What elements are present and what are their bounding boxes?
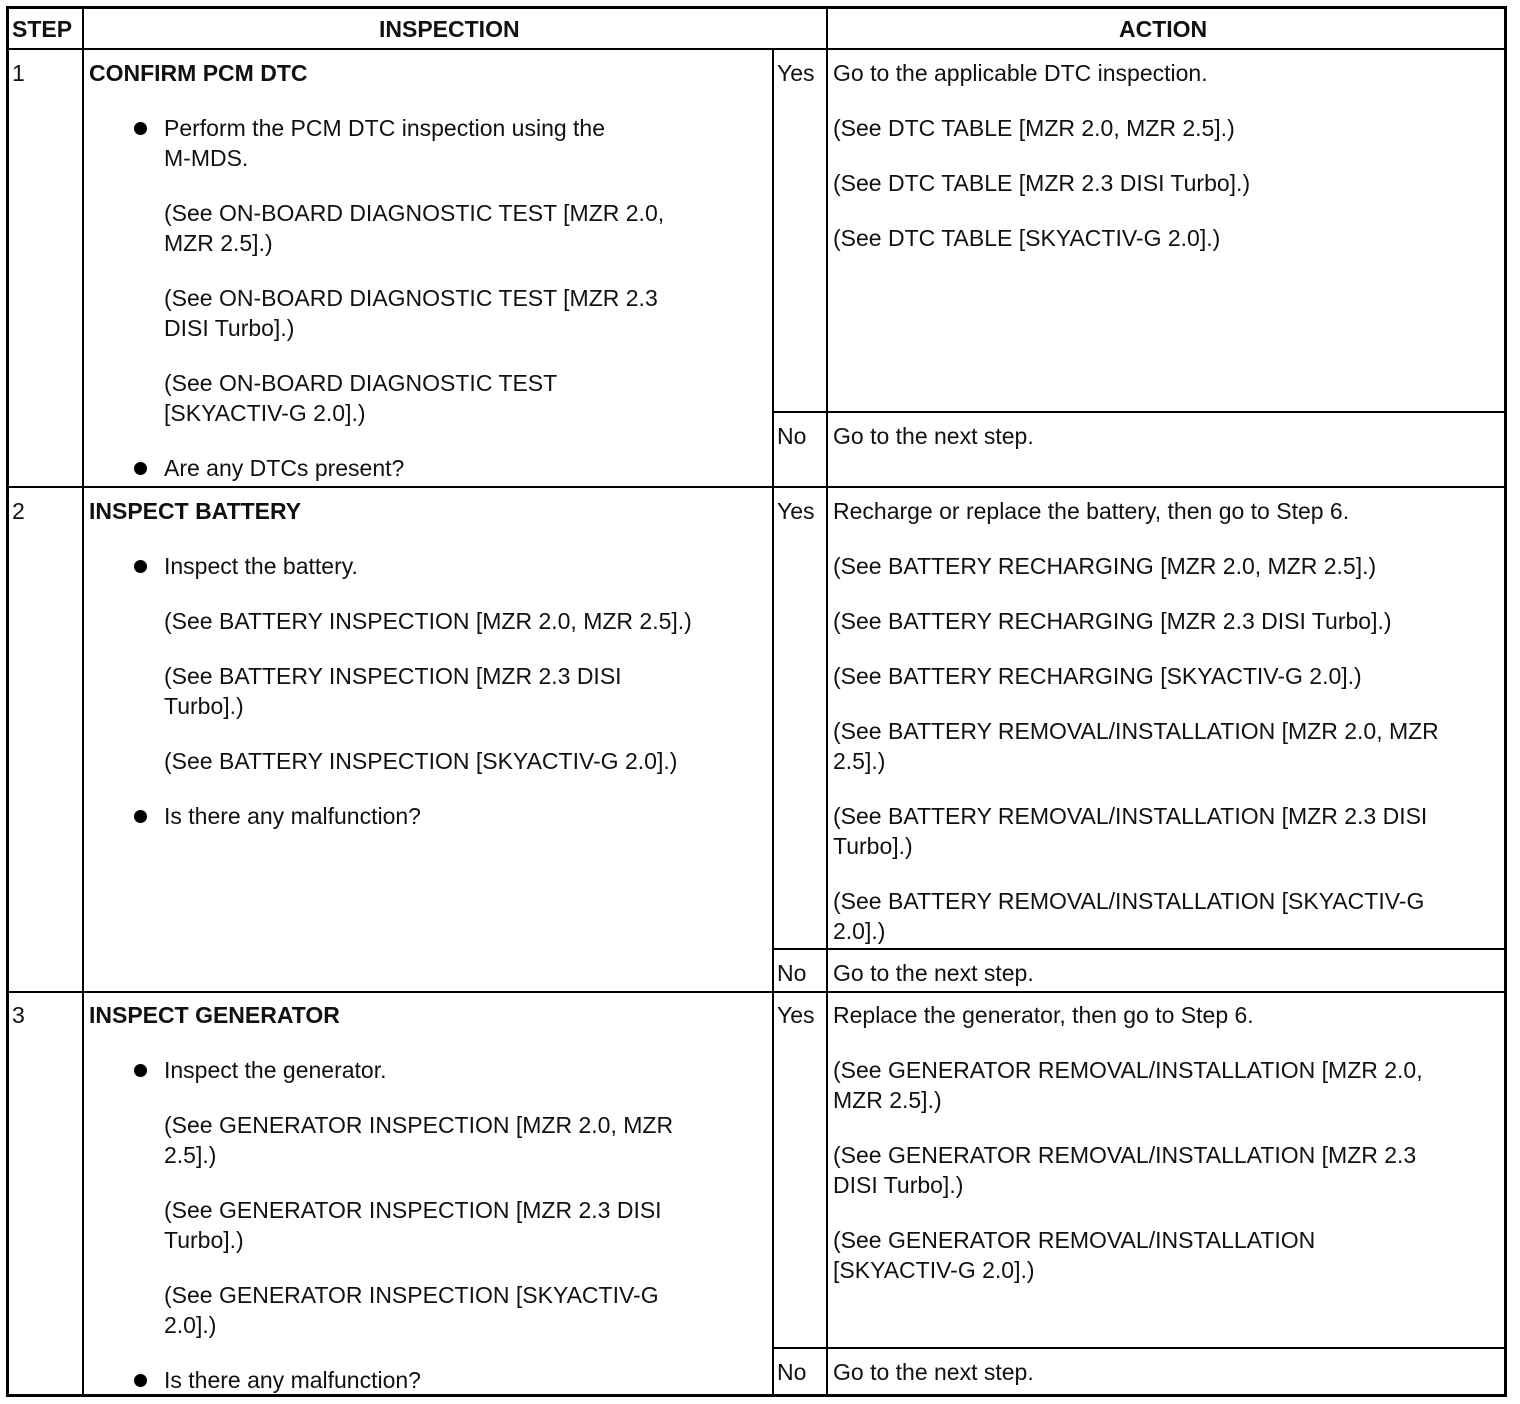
inspection-reference: 2.5].) [164,1142,217,1168]
action-reference: (See GENERATOR REMOVAL/INSTALLATION [MZR 2.0, [833,1057,1423,1083]
inspection-reference: (See GENERATOR INSPECTION [MZR 2.0, MZR [164,1112,674,1138]
action-text: Recharge or replace the battery, then go to Step 6. [833,498,1350,524]
action-text: Go to the applicable DTC inspection. [833,60,1208,86]
step-column-divider [82,9,84,1394]
yes-no-divider-1 [772,411,1504,413]
inspection-reference: MZR 2.5].) [164,230,273,256]
step-number: 2 [12,498,25,524]
inspection-instruction: Perform the PCM DTC inspection using the [164,115,606,141]
no-label: No [777,1359,807,1385]
action-reference: (See BATTERY REMOVAL/INSTALLATION [MZR 2.0, MZR [833,718,1439,744]
inspection-question: Is there any malfunction? [164,1367,421,1393]
step-number: 3 [12,1002,25,1028]
bullet-icon [134,810,147,823]
action-reference: (See GENERATOR REMOVAL/INSTALLATION [833,1227,1316,1253]
row-divider-2-3 [9,991,1504,993]
yes-no-divider-2 [772,948,1504,950]
yes-label: Yes [777,1002,815,1028]
inspection-reference: (See BATTERY INSPECTION [MZR 2.0, MZR 2.5].) [164,608,692,634]
inspection-reference: (See GENERATOR INSPECTION [SKYACTIV-G [164,1282,659,1308]
yes-no-divider-3 [772,1347,1504,1349]
action-reference: (See BATTERY REMOVAL/INSTALLATION [MZR 2.3 DISI [833,803,1428,829]
bullet-icon [134,1064,147,1077]
step-title: INSPECT BATTERY [89,498,302,524]
action-reference: MZR 2.5].) [833,1087,942,1113]
action-reference: (See BATTERY RECHARGING [MZR 2.3 DISI Turbo].) [833,608,1392,634]
action-reference: (See DTC TABLE [MZR 2.3 DISI Turbo].) [833,170,1251,196]
inspection-reference: (See BATTERY INSPECTION [MZR 2.3 DISI [164,663,622,689]
inspection-reference: 2.0].) [164,1312,217,1338]
action-reference: (See DTC TABLE [SKYACTIV-G 2.0].) [833,225,1221,251]
yes-label: Yes [777,60,815,86]
bullet-icon [134,122,147,135]
inspection-reference: Turbo].) [164,693,244,719]
header-divider [9,48,1504,50]
step-title: INSPECT GENERATOR [89,1002,340,1028]
action-reference: 2.5].) [833,748,886,774]
inspection-reference: (See ON-BOARD DIAGNOSTIC TEST [MZR 2.3 [164,285,658,311]
header-action: ACTION [1119,16,1208,42]
inspection-instruction: Inspect the generator. [164,1057,387,1083]
no-action: Go to the next step. [833,1359,1034,1385]
no-action: Go to the next step. [833,960,1034,986]
bullet-icon [134,462,147,475]
inspection-question: Are any DTCs present? [164,455,405,481]
step-number: 1 [12,60,25,86]
header-step: STEP [12,16,73,42]
action-reference: Turbo].) [833,833,913,859]
bullet-icon [134,1374,147,1387]
action-reference: (See BATTERY RECHARGING [SKYACTIV-G 2.0].) [833,663,1362,689]
header-inspection: INSPECTION [379,16,520,42]
inspection-question: Is there any malfunction? [164,803,421,829]
action-reference: [SKYACTIV-G 2.0].) [833,1257,1035,1283]
action-reference: (See BATTERY REMOVAL/INSTALLATION [SKYACTIV-G [833,888,1425,914]
inspection-reference: [SKYACTIV-G 2.0].) [164,400,366,426]
step-title: CONFIRM PCM DTC [89,60,308,86]
inspection-reference: Turbo].) [164,1227,244,1253]
no-label: No [777,423,807,449]
action-reference: (See GENERATOR REMOVAL/INSTALLATION [MZR 2.3 [833,1142,1417,1168]
action-reference: (See DTC TABLE [MZR 2.0, MZR 2.5].) [833,115,1235,141]
no-label: No [777,960,807,986]
inspection-reference: (See GENERATOR INSPECTION [MZR 2.3 DISI [164,1197,662,1223]
action-reference: (See BATTERY RECHARGING [MZR 2.0, MZR 2.5].) [833,553,1377,579]
inspection-instruction: Inspect the battery. [164,553,358,579]
action-column-divider [826,9,828,1394]
no-action: Go to the next step. [833,423,1034,449]
inspection-reference: (See BATTERY INSPECTION [SKYACTIV-G 2.0].) [164,748,678,774]
action-text: Replace the generator, then go to Step 6. [833,1002,1254,1028]
inspection-reference: DISI Turbo].) [164,315,295,341]
yes-label: Yes [777,498,815,524]
diagnostic-procedure-table [6,6,1507,1397]
inspection-column-divider [772,49,774,1394]
inspection-reference: (See ON-BOARD DIAGNOSTIC TEST [MZR 2.0, [164,200,665,226]
action-reference: 2.0].) [833,918,886,944]
inspection-reference: (See ON-BOARD DIAGNOSTIC TEST [164,370,558,396]
inspection-instruction-cont: M-MDS. [164,145,249,171]
action-reference: DISI Turbo].) [833,1172,964,1198]
row-divider-1-2 [9,486,1504,488]
bullet-icon [134,560,147,573]
